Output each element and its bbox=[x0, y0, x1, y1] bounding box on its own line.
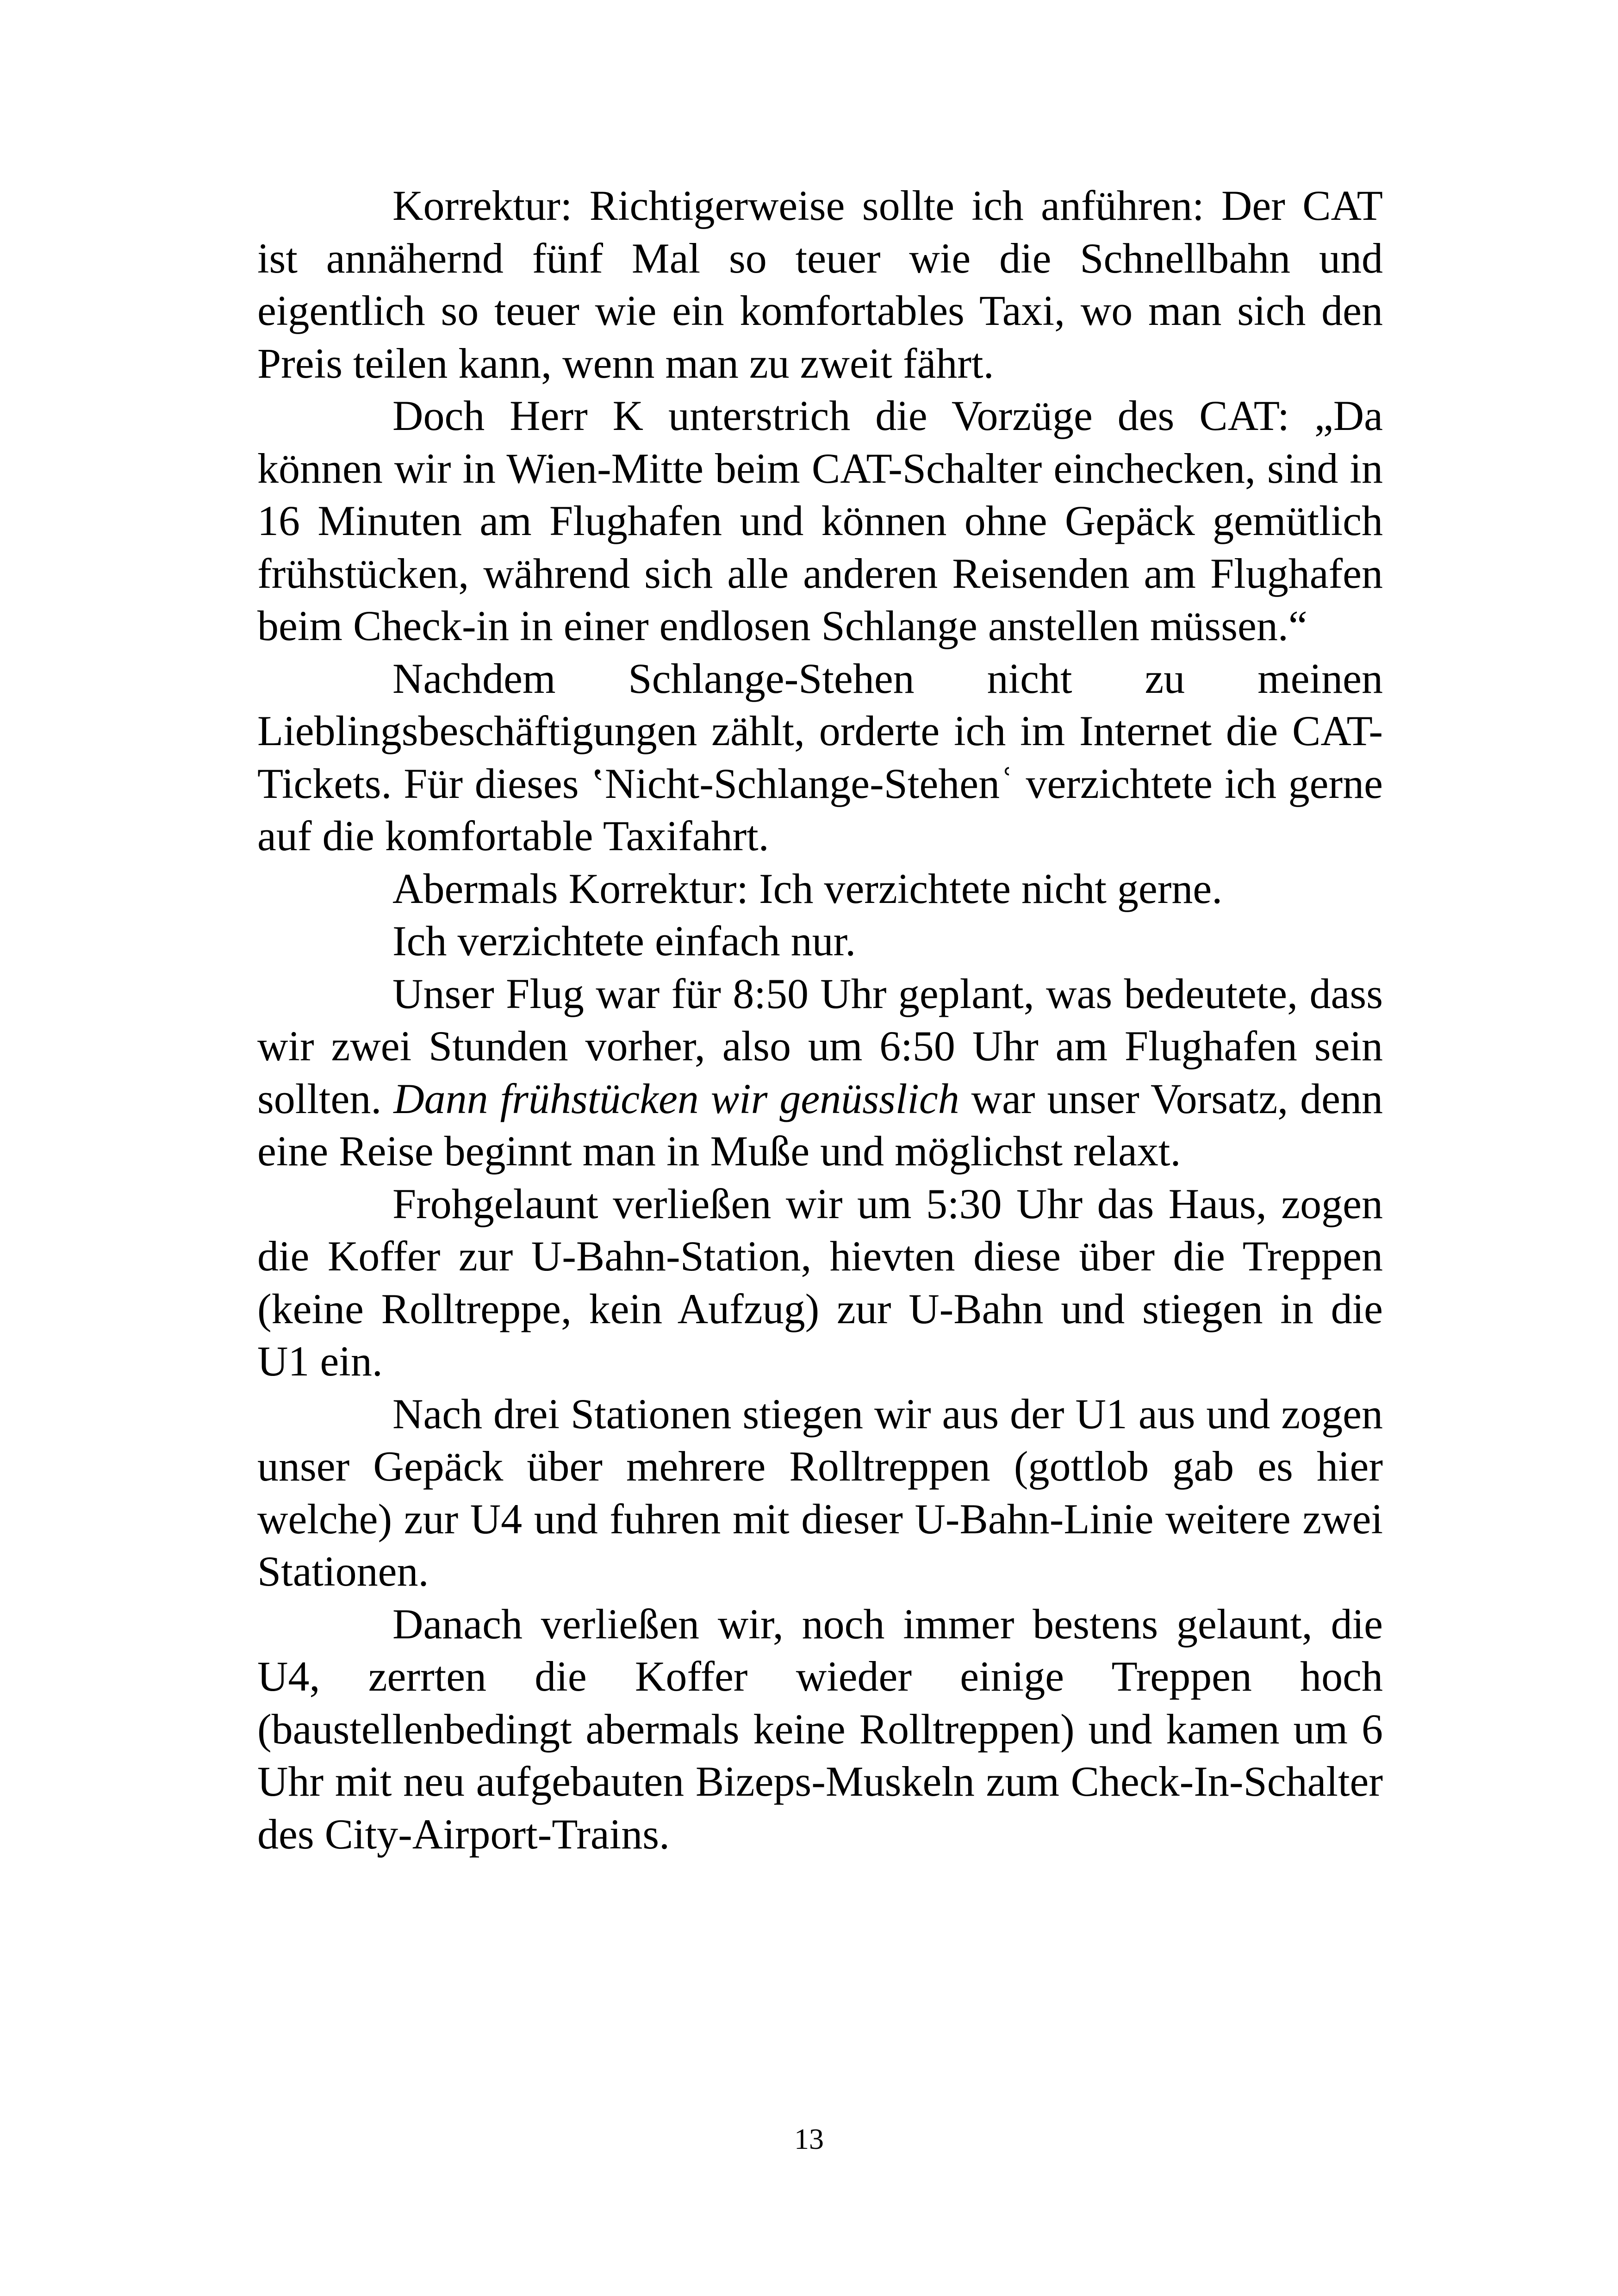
page-number: 13 bbox=[794, 2122, 824, 2155]
paragraph-text: Unser Flug war für 8:50 Uhr geplant, was bedeutete, dass wir zwei Stunden vorher, also um 6:50 Uhr am Flughafen sein sollten. bbox=[257, 970, 1383, 1122]
paragraph: Frohgelaunt verließen wir um 5:30 Uhr das Haus, zogen die Koffer zur U-Bahn-Station, hievten diese über die Treppen (keine Rolltreppe, kein Aufzug) zur U-Bahn und stiegen in die U1 ein. bbox=[257, 1180, 1383, 1385]
paragraph: Doch Herr K unterstrich die Vorzüge des CAT: „Da können wir in Wien-Mitte beim CAT-Schalter einchecken, sind in 16 Minuten am Flughafen und können ohne Gepäck gemütlich frühstücken, während sich alle anderen Reisenden am Flughafen beim Check-in in einer endlosen Schlange anstellen müssen.“ bbox=[257, 392, 1383, 649]
paragraph: Danach verließen wir, noch immer bestens gelaunt, die U4, zerrten die Koffer wieder einige Treppen hoch (baustellenbedingt abermals keine Rolltreppen) und kamen um 6 Uhr mit neu aufgebauten Bizeps-Muskeln zum Check-In-Schalter des City-Airport-Trains. bbox=[257, 1600, 1383, 1858]
paragraph: Abermals Korrektur: Ich verzichtete nicht gerne. bbox=[392, 865, 1223, 912]
paragraph bbox=[257, 968, 1383, 1178]
paragraph: Nachdem Schlange-Stehen nicht zu meinen Lieblingsbeschäftigungen zählt, orderte ich im Internet die CAT-Tickets. Für dieses ʽNicht-Schlange-Stehenʿ verzichtete ich gerne auf die komfortable Taxifahrt. bbox=[257, 654, 1383, 859]
paragraph-text: war unser Vorsatz, denn eine Reise beginnt man in Muße und möglichst relaxt. bbox=[257, 1075, 1383, 1175]
body-text bbox=[257, 180, 1383, 1860]
italic-phrase: Dann frühstücken wir genüsslich bbox=[393, 1075, 959, 1122]
paragraph: Korrektur: Richtigerweise sollte ich anführen: Der CAT ist annähernd fünf Mal so teuer wie die Schnellbahn und eigentlich so teuer wie ein komfortables Taxi, wo man sich den Preis teilen kann, wenn man zu zweit fährt. bbox=[257, 182, 1383, 387]
paragraph: Nach drei Stationen stiegen wir aus der U1 aus und zogen unser Gepäck über mehrere Rolltreppen (gottlob gab es hier welche) zur U4 und fuhren mit dieser U-Bahn-Linie weitere zwei Stationen. bbox=[257, 1390, 1383, 1595]
paragraph: Ich verzichtete einfach nur. bbox=[392, 917, 856, 964]
